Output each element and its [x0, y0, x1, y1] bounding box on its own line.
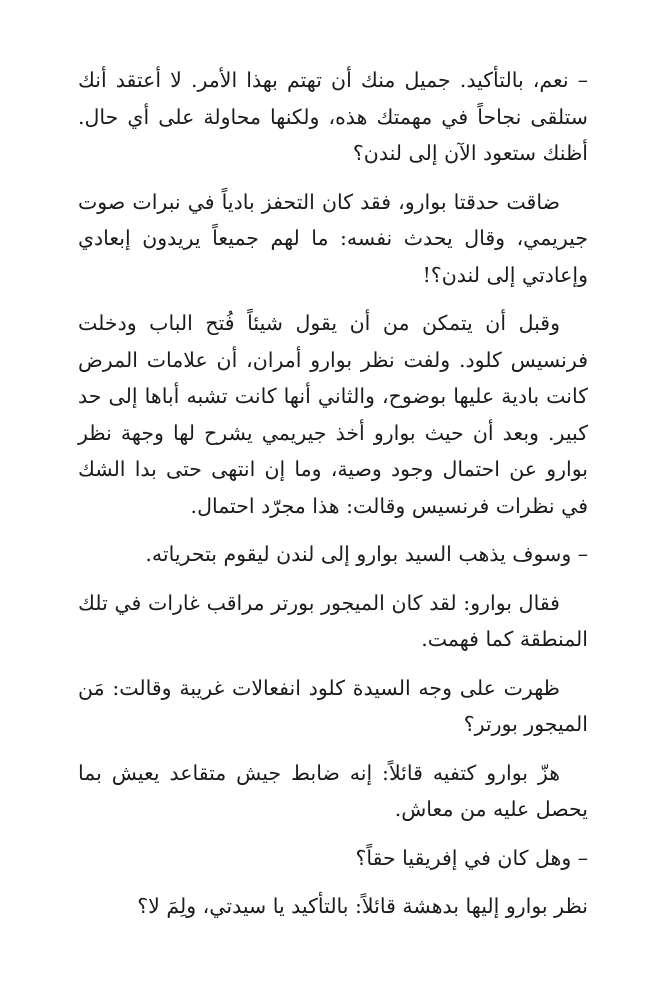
paragraph-1: – نعم، بالتأكيد. جميل منك أن تهتم بهذا الأمر. لا أعتقد أنك ستلقى نجاحاً في مهمتك هذه، ولكنها محاولة على أي حال. أظنك ستعود الآن إلى لندن؟: [78, 68, 588, 165]
paragraph-2: ضاقت حدقتا بوارو، فقد كان التحفز بادياً في نبرات صوت جيريمي، وقال يحدث نفسه: ما لهم جميعاً يريدون إبعادي وإعادتي إلى لندن؟!: [78, 189, 588, 287]
paragraph-8: – وهل كان في إفريقيا حقاً؟: [355, 845, 588, 870]
paragraph-6: ظهرت على وجه السيدة كلود انفعالات غريبة وقالت: مَن الميجور بورتر؟: [78, 675, 588, 736]
paragraph-4: – وسوف يذهب السيد بوارو إلى لندن ليقوم بتحرياته.: [145, 542, 588, 566]
book-page: [78, 62, 588, 937]
paragraph-7: هزّ بوارو كتفيه قائلاً: إنه ضابط جيش متقاعد يعيش بما يحصل عليه من معاش.: [78, 760, 588, 821]
paragraph-3: وقبل أن يتمكن من أن يقول شيئاً فُتح الباب ودخلت فرنسيس كلود. ولفت نظر بوارو أمران، أن علامات المرض كانت بادية عليها بوضوح، والثاني أنها كانت تشبه أباها إلى حد كبير. وبعد أن حيث بوارو أخذ جيريمي يشرح لها وجهة نظر بوارو عن احتمال وجود وصية، وما إن انتهى حتى بدا الشك في نظرات فرنسيس وقالت: هذا مجرّد احتمال.: [78, 311, 588, 518]
paragraph-5: فقال بوارو: لقد كان الميجور بورتر مراقب غارات في تلك المنطقة كما فهمت.: [78, 590, 588, 651]
paragraph-9: نظر بوارو إليها بدهشة قائلاً: بالتأكيد يا سيدتي، ولِمَ لا؟: [137, 894, 588, 918]
